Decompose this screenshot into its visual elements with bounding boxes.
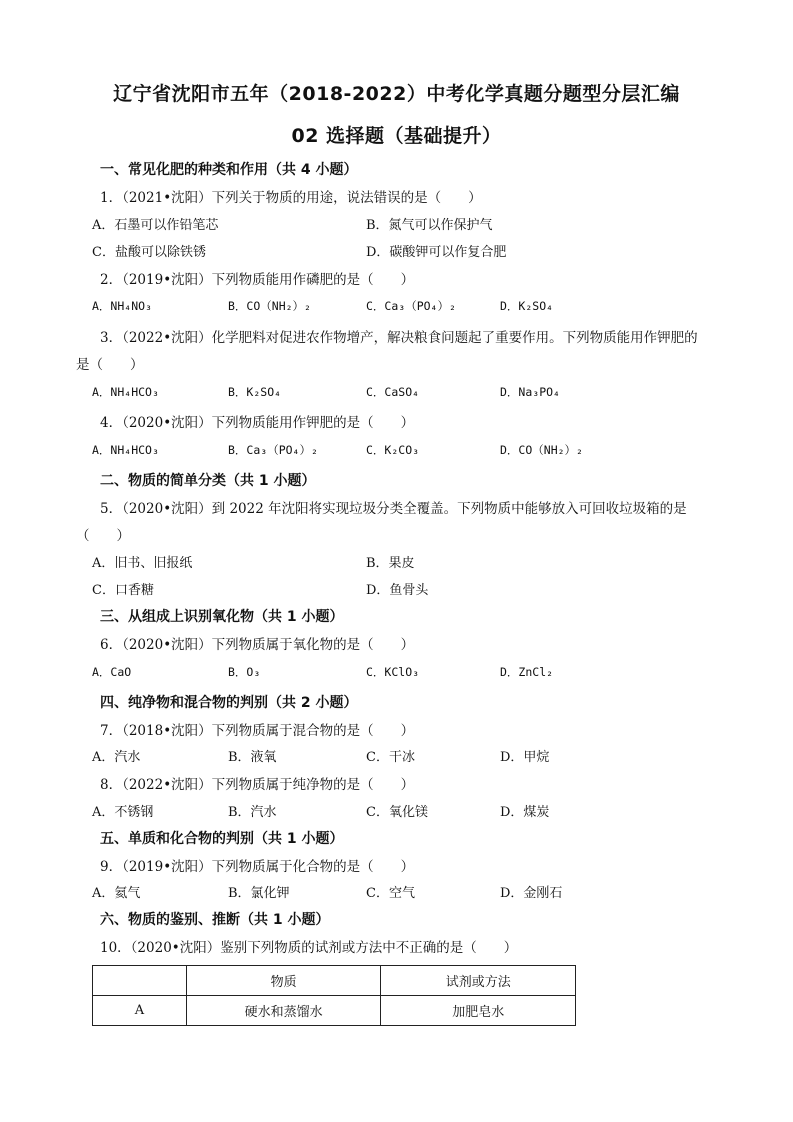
option-c: C．KClO₃: [366, 665, 420, 679]
question-stem-continued: 是（ ）: [76, 357, 144, 373]
option-b: B．氮气可以作保护气: [366, 218, 493, 233]
option-c: C．Ca₃（PO₄）₂: [366, 299, 456, 313]
option-b: B．氯化钾: [228, 886, 290, 901]
section-heading: 六、物质的鉴别、推断（共 1 小题）: [100, 912, 330, 928]
option-c: C．氧化镁: [366, 805, 428, 820]
option-a: A．NH₄HCO₃: [92, 443, 159, 457]
option-d: D．金刚石: [500, 886, 563, 901]
question-table: [92, 965, 576, 1026]
option-c: C．盐酸可以除铁锈: [92, 245, 206, 260]
question-stem: 10．（2020•沈阳）鉴别下列物质的试剂或方法中不正确的是（ ）: [100, 940, 518, 956]
option-d: D．ZnCl₂: [500, 665, 554, 679]
table-cell: 加肥皂水: [381, 996, 576, 1026]
question-stem: 4．（2020•沈阳）下列物质能用作钾肥的是（ ）: [100, 415, 415, 431]
question-stem: 2．（2019•沈阳）下列物质能用作磷肥的是（ ）: [100, 272, 415, 288]
option-b: B．液氧: [228, 750, 277, 765]
option-d: D．K₂SO₄: [500, 299, 554, 313]
section-heading: 一、常见化肥的种类和作用（共 4 小题）: [100, 162, 358, 178]
option-d: D．碳酸钾可以作复合肥: [366, 245, 507, 260]
question-stem: 7．（2018•沈阳）下列物质属于混合物的是（ ）: [100, 723, 415, 739]
option-a: A．NH₄HCO₃: [92, 385, 159, 399]
option-b: B．O₃: [228, 665, 261, 679]
table-cell: A: [93, 996, 187, 1026]
table-cell: 硬水和蒸馏水: [186, 996, 381, 1026]
option-d: D．煤炭: [500, 805, 550, 820]
option-a: A．CaO: [92, 665, 132, 679]
option-c: C．干冰: [366, 750, 415, 765]
question-stem: 5．（2020•沈阳）到 2022 年沈阳将实现垃圾分类全覆盖。下列物质中能够放入可回收垃圾箱的是: [100, 501, 687, 517]
option-c: C．口香糖: [92, 583, 154, 598]
table-row: [93, 996, 576, 1026]
option-c: C．空气: [366, 886, 415, 901]
section-heading: 四、纯净物和混合物的判别（共 2 小题）: [100, 695, 358, 711]
question-stem-continued: （ ）: [76, 528, 130, 544]
section-heading: 三、从组成上识别氧化物（共 1 小题）: [100, 609, 344, 625]
document-title: 辽宁省沈阳市五年（2018-2022）中考化学真题分题型分层汇编: [113, 83, 680, 105]
option-b: B．汽水: [228, 805, 277, 820]
section-heading: 五、单质和化合物的判别（共 1 小题）: [100, 831, 344, 847]
option-a: A．汽水: [92, 750, 141, 765]
option-a: A．旧书、旧报纸: [92, 556, 193, 571]
question-stem: 9．（2019•沈阳）下列物质属于化合物的是（ ）: [100, 859, 415, 875]
table-header-cell: 试剂或方法: [381, 966, 576, 996]
option-a: A．石墨可以作铅笔芯: [92, 218, 219, 233]
table-header-cell: 物质: [186, 966, 381, 996]
document-subtitle: 02 选择题（基础提升）: [291, 125, 502, 147]
option-a: A．氦气: [92, 886, 141, 901]
question-stem: 1．（2021•沈阳）下列关于物质的用途，说法错误的是（ ）: [100, 190, 482, 206]
option-a: A．NH₄NO₃: [92, 299, 152, 313]
option-b: B．K₂SO₄: [228, 385, 282, 399]
option-d: D．CO（NH₂）₂: [500, 443, 583, 457]
option-d: D．鱼骨头: [366, 583, 429, 598]
option-c: C．K₂CO₃: [366, 443, 420, 457]
option-c: C．CaSO₄: [366, 385, 420, 399]
section-heading: 二、物质的简单分类（共 1 小题）: [100, 473, 316, 489]
table-header-cell: [93, 966, 187, 996]
question-stem: 6．（2020•沈阳）下列物质属于氧化物的是（ ）: [100, 637, 415, 653]
question-stem: 3．（2022•沈阳）化学肥料对促进农作物增产，解决粮食问题起了重要作用。下列物质能用作钾肥的: [100, 330, 698, 346]
option-b: B．CO（NH₂）₂: [228, 299, 311, 313]
option-d: D．Na₃PO₄: [500, 385, 560, 399]
option-b: B．Ca₃（PO₄）₂: [228, 443, 318, 457]
option-b: B．果皮: [366, 556, 415, 571]
option-a: A．不锈钢: [92, 805, 154, 820]
question-stem: 8．（2022•沈阳）下列物质属于纯净物的是（ ）: [100, 777, 415, 793]
table-header-row: [93, 966, 576, 996]
option-d: D．甲烷: [500, 750, 550, 765]
